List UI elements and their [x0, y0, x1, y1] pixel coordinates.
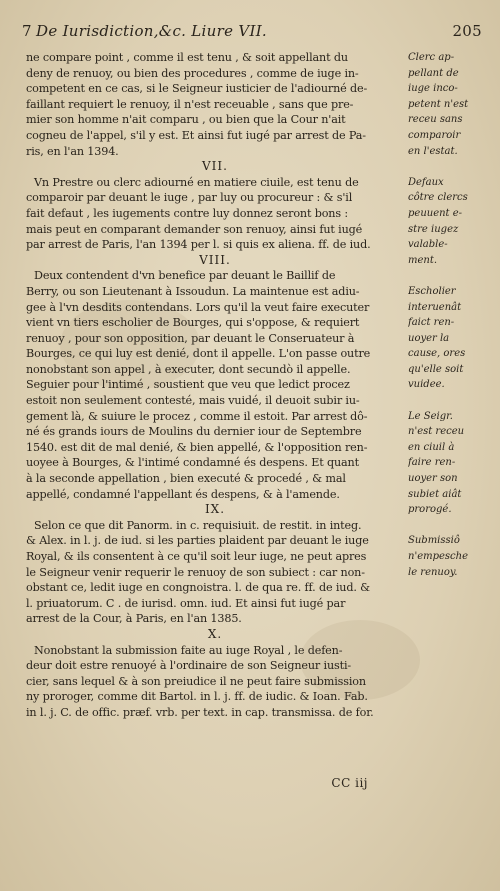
margin-note-line: Defaux [408, 176, 444, 188]
main-text-column [26, 50, 404, 721]
text-line: gement là, & suiure le procez , comme il estoit. Par arrest dô- [26, 409, 368, 423]
text-line: vient vn tiers escholier de Bourges, qui s'oppose, & requiert [26, 316, 360, 330]
text-line: competent en ce cas, si le Seigneur iusticier de l'adiourné de- [26, 82, 368, 96]
margin-note-line: en ciuil à [408, 441, 455, 453]
margin-note-line: ment. [408, 254, 438, 266]
margin-note-line: uoyer son [408, 473, 458, 485]
signature-mark: CC iij [331, 776, 368, 790]
text-line: Seguier pour l'intimé , soustient que veu que ledict procez [26, 378, 350, 392]
section-number: IX. [204, 502, 226, 517]
text-line: Bourges, ce qui luy est denié, dont il appelle. L'on passe outre [26, 347, 371, 361]
margin-note-line: côtre clercs [408, 192, 468, 204]
text-line: comparoir par deuant le iuge , par luy ou procureur : & s'il [26, 191, 353, 205]
margin-note-line: Escholier [408, 285, 456, 297]
margin-note-line: faire ren- [408, 457, 456, 469]
margin-note [408, 533, 488, 580]
text-line: deur doit estre renuoyé à l'ordinaire de son Seigneur iusti- [26, 659, 352, 673]
margin-note-line: petent n'est [408, 98, 469, 110]
text-line: obstant ce, ledit iuge en congnoistra. l. de qua re. ff. de iud. & [26, 581, 370, 595]
margin-note-line: n'empesche [408, 551, 468, 562]
text-line: Deux contendent d'vn benefice par deuant le Baillif de [34, 269, 336, 283]
text-line: ny proroger, comme dit Bartol. in l. j. ff. de iudic. & Ioan. Fab. [26, 690, 368, 704]
margin-note-line: pellant de [408, 67, 459, 79]
margin-note-line: Le Seigr. [408, 410, 453, 422]
text-line: Nonobstant la submission faite au iuge Royal , le defen- [34, 643, 343, 657]
text-line: Vn Prestre ou clerc adiourné en matiere ciuile, est tenu de [34, 175, 359, 189]
margin-note-line: interuenât [408, 301, 462, 313]
text-line: ne compare point , comme il est tenu , & soit appellant du [26, 51, 348, 64]
text-line: estoit non seulement contesté, mais vuidé, il deuoit subir iu- [26, 394, 360, 408]
text-line: né és grands iours de Moulins du dernier iour de Septembre [26, 425, 362, 439]
margin-note-line: peuuent e- [408, 207, 463, 219]
margin-note-line: cause, ores [408, 348, 466, 360]
margin-note-line: Clerc ap- [408, 52, 455, 63]
margin-note-line: vuidee. [408, 379, 445, 391]
running-header [22, 22, 482, 44]
text-line: Berry, ou son Lieutenant à Issoudun. La maintenue est adiu- [26, 284, 360, 298]
margin-note [408, 284, 488, 393]
text-line: le Seigneur venir requerir le renuoy de son subiect : car non- [26, 565, 365, 579]
section-number: VIII. [199, 252, 231, 267]
text-line: fait defaut , les iugements contre luy donnez seront bons : [26, 206, 348, 220]
text-line: appellé, condamné l'appellant és despens, & à l'amende. [26, 487, 340, 501]
text-line: & Alex. in l. j. de iud. si les parties plaident par deuant le iuge [26, 534, 369, 548]
text-line: renuoy , pour son opposition, par deuant le Conseruateur à [26, 331, 355, 345]
margin-note-line: uoyer la [408, 332, 450, 344]
page-number: 205 [452, 22, 482, 40]
section-number: VII. [202, 159, 228, 174]
text-line: par arrest de Paris, l'an 1394 per l. si quis ex aliena. ff. de iud. [26, 238, 371, 252]
margin-note-line: Submissiô [408, 535, 460, 547]
text-line: mier son homme n'ait comparu , ou bien que la Cour n'ait [26, 113, 346, 127]
text-line: Selon ce que dit Panorm. in c. requisiuit. de restit. in integ. [34, 518, 362, 532]
margin-note [408, 409, 488, 518]
section-number: X. [207, 626, 223, 641]
margin-note-line: stre iugez [408, 223, 459, 235]
margin-note [408, 175, 488, 269]
text-line: gee à l'vn desdits contendans. Lors qu'il la veut faire executer [26, 300, 370, 314]
margin-note [408, 50, 488, 159]
margin-note-line: faict ren- [408, 317, 455, 329]
header-left-number: 7 [22, 22, 32, 40]
margin-note-line: le renuoy. [408, 566, 458, 578]
running-title: De Iurisdiction,&c. Liure VII. [36, 22, 267, 40]
margin-note-line: iuge inco- [408, 83, 458, 95]
margin-note-line: subiet aiât [408, 488, 462, 500]
margin-note-line: n'est receu [408, 426, 465, 438]
text-line: mais peut en comparant demander son renuoy, ainsi fut iugé [26, 222, 363, 236]
text-line: à la seconde appellation , bien executé & procedé , & mal [26, 472, 346, 486]
text-line: faillant requiert le renuoy, il n'est receuable , sans que pre- [26, 97, 354, 111]
margin-note-line: valable- [408, 239, 448, 251]
text-line: deny de renuoy, ou bien des procedures , comme de iuge in- [26, 66, 359, 80]
margin-note-line: prorogé. [408, 504, 452, 516]
text-line: cogneu de l'appel, s'il y est. Et ainsi fut iugé par arrest de Pa- [26, 128, 366, 142]
margin-note-line: qu'elle soit [408, 363, 464, 375]
text-line: arrest de la Cour, à Paris, en l'an 1385. [26, 612, 242, 626]
text-line: 1540. est dit de mal denié, & bien appellé, & l'opposition ren- [26, 440, 368, 454]
margin-notes-column [408, 50, 488, 596]
margin-note-line: en l'estat. [408, 145, 458, 157]
text-line: cier, sans lequel & à son preiudice il ne peut faire submission [26, 674, 366, 688]
text-line: uoyee à Bourges, & l'intimé condamné és despens. Et quant [26, 456, 359, 470]
margin-note-line: receu sans [408, 114, 463, 126]
text-line: nonobstant son appel , à executer, dont secundò il appelle. [26, 362, 351, 376]
text-line: ris, en l'an 1394. [26, 144, 119, 158]
text-line: l. priuatorum. C . de iurisd. omn. iud. Et ainsi fut iugé par [26, 596, 346, 610]
text-line: in l. j. C. de offic. præf. vrb. per text. in cap. transmissa. de for. [26, 705, 374, 719]
margin-note-line: comparoir [408, 129, 461, 141]
text-line: Royal, & ils consentent à ce qu'il soit leur iuge, ne peut apres [26, 550, 367, 563]
